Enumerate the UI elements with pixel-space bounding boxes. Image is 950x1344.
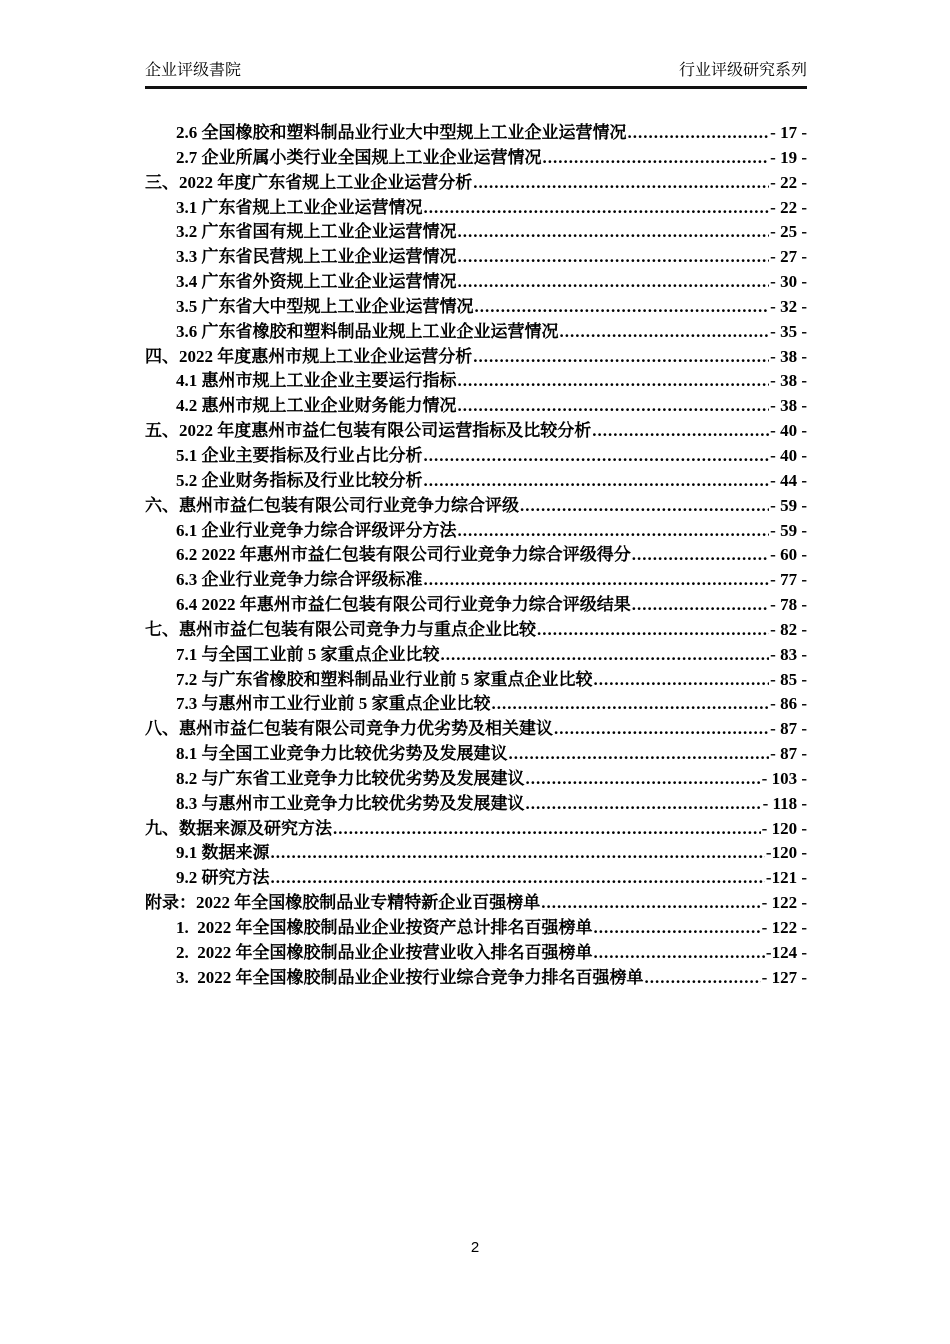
toc-entry-title: 五、2022 年度惠州市益仁包装有限公司运营指标及比较分析 (145, 421, 592, 441)
toc-entry-page-number: - 59 - (770, 520, 807, 540)
toc-dot-leader (424, 568, 770, 593)
toc-entry-page-number: - 27 - (770, 247, 807, 267)
toc-entry-page-number: - 38 - (770, 371, 807, 391)
toc-entry-title: 3.2 广东省国有规上工业企业运营情况 (176, 222, 457, 242)
toc-entry-title: 8.3 与惠州市工业竞争力比较优劣势及发展建议 (176, 793, 525, 813)
toc-entry-title: 2. 2022 年全国橡胶制品业企业按营业收入排名百强榜单 (176, 942, 593, 962)
toc-entry[interactable] (145, 767, 807, 792)
toc-entry-page-number: - 122 - (761, 918, 807, 937)
toc-dot-leader (543, 146, 770, 171)
toc-entry[interactable] (145, 916, 807, 941)
toc-entry-title: 5.1 企业主要指标及行业占比分析 (176, 445, 423, 465)
toc-entry-title: 附录：2022 年全国橡胶制品业专精特新企业百强榜单 (145, 893, 541, 913)
toc-entry[interactable] (145, 742, 807, 767)
table-of-contents (145, 121, 807, 991)
toc-dot-leader (458, 220, 770, 245)
toc-entry-page-number: - 118 - (762, 793, 807, 813)
toc-entry-title: 6.1 企业行业竞争力综合评级评分方法 (176, 520, 457, 540)
toc-dot-leader (441, 643, 770, 668)
toc-entry-page-number: - 85 - (770, 669, 807, 689)
toc-entry-title: 6.2 2022 年惠州市益仁包装有限公司行业竞争力综合评级得分 (176, 545, 631, 565)
toc-entry[interactable] (145, 792, 807, 817)
toc-dot-leader (458, 394, 770, 419)
toc-dot-leader (526, 792, 762, 817)
toc-entry-title: 7.1 与全国工业前 5 家重点企业比较 (176, 644, 440, 664)
toc-entry[interactable] (145, 692, 807, 717)
toc-entry[interactable] (145, 643, 807, 668)
toc-entry-page-number: - 122 - (761, 893, 807, 913)
toc-entry-title: 6.3 企业行业竞争力综合评级标准 (176, 570, 423, 590)
header-left-label: 企业评级書院 (145, 62, 242, 79)
toc-dot-leader (424, 469, 770, 494)
toc-entry-page-number: - 78 - (770, 595, 807, 615)
toc-entry[interactable] (145, 891, 807, 916)
toc-entry-title: 4.2 惠州市规上工业企业财务能力情况 (176, 396, 457, 416)
toc-entry-page-number: - 82 - (770, 619, 807, 639)
toc-dot-leader (645, 966, 761, 991)
header-right-label: 行业评级研究系列 (678, 62, 807, 79)
toc-dot-leader (458, 270, 770, 295)
toc-entry[interactable] (145, 245, 807, 270)
toc-entry[interactable] (145, 519, 807, 544)
toc-entry-page-number: - 60 - (770, 545, 807, 565)
toc-entry[interactable] (145, 345, 807, 370)
toc-dot-leader (628, 121, 770, 146)
toc-entry[interactable] (145, 295, 807, 320)
toc-dot-leader (632, 543, 769, 568)
toc-dot-leader (541, 891, 760, 916)
toc-entry-page-number: - 86 - (770, 694, 807, 714)
toc-entry-title: 6.4 2022 年惠州市益仁包装有限公司行业竞争力综合评级结果 (176, 595, 631, 615)
toc-entry[interactable] (145, 494, 807, 519)
toc-dot-leader (475, 295, 770, 320)
toc-entry-page-number: - 17 - (770, 123, 807, 142)
toc-entry-title: 3.1 广东省规上工业企业运营情况 (176, 197, 423, 217)
toc-entry-title: 3. 2022 年全国橡胶制品业企业按行业综合竞争力排名百强榜单 (176, 967, 644, 987)
toc-entry-title: 七、惠州市益仁包装有限公司竞争力与重点企业比较 (145, 619, 536, 639)
toc-entry-page-number: - 35 - (770, 321, 807, 341)
toc-entry-title: 4.1 惠州市规上工业企业主要运行指标 (176, 371, 457, 391)
toc-entry[interactable] (145, 618, 807, 643)
toc-dot-leader (526, 767, 761, 792)
toc-entry[interactable] (145, 469, 807, 494)
toc-dot-leader (473, 171, 769, 196)
toc-entry-page-number: - 83 - (770, 644, 807, 664)
toc-dot-leader (424, 196, 770, 221)
toc-dot-leader (594, 941, 765, 966)
toc-entry[interactable] (145, 196, 807, 221)
toc-entry-page-number: - 87 - (770, 744, 807, 764)
toc-entry-title: 九、数据来源及研究方法 (145, 818, 332, 838)
toc-dot-leader (458, 369, 770, 394)
toc-entry-title: 2.7 企业所属小类行业全国规上工业企业运营情况 (176, 147, 542, 167)
toc-entry-title: 9.1 数据来源 (176, 843, 270, 863)
toc-dot-leader (632, 593, 769, 618)
toc-entry-page-number: -120 - (765, 843, 807, 863)
toc-dot-leader (560, 320, 770, 345)
toc-entry-page-number: - 40 - (770, 421, 807, 441)
toc-entry[interactable] (145, 543, 807, 568)
toc-entry-page-number: - 38 - (770, 346, 807, 366)
toc-dot-leader (473, 345, 769, 370)
toc-entry-title: 9.2 研究方法 (176, 868, 270, 888)
toc-entry[interactable] (145, 817, 807, 842)
toc-entry-title: 六、惠州市益仁包装有限公司行业竞争力综合评级 (145, 495, 519, 515)
toc-entry[interactable] (145, 394, 807, 419)
page-header (145, 62, 807, 89)
toc-entry-title: 四、2022 年度惠州市规上工业企业运营分析 (145, 346, 473, 366)
toc-entry-page-number: -124 - (765, 942, 807, 962)
toc-entry-title: 3.4 广东省外资规上工业企业运营情况 (176, 272, 457, 292)
toc-entry-title: 5.2 企业财务指标及行业比较分析 (176, 470, 423, 490)
toc-entry-title: 7.2 与广东省橡胶和塑料制品业行业前 5 家重点企业比较 (176, 669, 593, 689)
toc-entry-page-number: - 127 - (761, 967, 807, 987)
toc-dot-leader (333, 817, 761, 842)
toc-entry[interactable] (145, 121, 807, 146)
toc-entry-title: 2.6 全国橡胶和塑料制品业行业大中型规上工业企业运营情况 (176, 123, 627, 142)
toc-dot-leader (458, 519, 770, 544)
toc-entry-page-number: - 30 - (770, 272, 807, 292)
toc-entry[interactable] (145, 593, 807, 618)
toc-entry-page-number: - 22 - (770, 172, 807, 192)
toc-dot-leader (537, 618, 769, 643)
toc-dot-leader (271, 866, 765, 891)
toc-entry-page-number: - 38 - (770, 396, 807, 416)
toc-dot-leader (509, 742, 770, 767)
toc-entry[interactable] (145, 966, 807, 991)
toc-entry-title: 3.5 广东省大中型规上工业企业运营情况 (176, 296, 474, 316)
toc-entry[interactable] (145, 717, 807, 742)
toc-dot-leader (592, 419, 769, 444)
toc-entry[interactable] (145, 444, 807, 469)
toc-entry[interactable] (145, 841, 807, 866)
toc-entry-page-number: - 103 - (761, 768, 807, 788)
toc-dot-leader (554, 717, 769, 742)
toc-entry[interactable] (145, 668, 807, 693)
toc-entry-page-number: - 44 - (770, 470, 807, 490)
toc-entry[interactable] (145, 320, 807, 345)
toc-entry[interactable] (145, 146, 807, 171)
toc-entry-title: 8.1 与全国工业竞争力比较优劣势及发展建议 (176, 744, 508, 764)
toc-entry-title: 8.2 与广东省工业竞争力比较优劣势及发展建议 (176, 768, 525, 788)
toc-entry[interactable] (145, 220, 807, 245)
toc-entry-page-number: - 22 - (770, 197, 807, 217)
toc-entry-page-number: - 32 - (770, 296, 807, 316)
toc-entry-title: 三、2022 年度广东省规上工业企业运营分析 (145, 172, 473, 192)
toc-entry[interactable] (145, 941, 807, 966)
toc-entry-title: 3.6 广东省橡胶和塑料制品业规上工业企业运营情况 (176, 321, 559, 341)
toc-entry-page-number: - 25 - (770, 222, 807, 242)
toc-dot-leader (520, 494, 769, 519)
toc-dot-leader (492, 692, 770, 717)
toc-entry-page-number: -121 - (765, 868, 807, 888)
toc-entry[interactable] (145, 171, 807, 196)
toc-entry[interactable] (145, 419, 807, 444)
toc-dot-leader (594, 916, 761, 941)
toc-dot-leader (271, 841, 765, 866)
toc-dot-leader (458, 245, 770, 270)
toc-dot-leader (424, 444, 770, 469)
toc-entry-page-number: - 87 - (770, 719, 807, 739)
toc-entry[interactable] (145, 866, 807, 891)
toc-entry-title: 1. 2022 年全国橡胶制品业企业按资产总计排名百强榜单 (176, 918, 593, 937)
toc-entry-title: 7.3 与惠州市工业行业前 5 家重点企业比较 (176, 694, 491, 714)
toc-entry-page-number: - 40 - (770, 445, 807, 465)
page-footer (0, 1236, 950, 1260)
toc-entry-page-number: - 120 - (761, 818, 807, 838)
toc-entry-title: 3.3 广东省民营规上工业企业运营情况 (176, 247, 457, 267)
toc-entry-page-number: - 19 - (770, 147, 807, 167)
toc-entry[interactable] (145, 568, 807, 593)
toc-entry[interactable] (145, 369, 807, 394)
toc-dot-leader (594, 668, 770, 693)
toc-entry-title: 八、惠州市益仁包装有限公司竞争力优劣势及相关建议 (145, 719, 553, 739)
toc-entry-page-number: - 77 - (770, 570, 807, 590)
page-number: 2 (470, 1239, 480, 1256)
toc-entry[interactable] (145, 270, 807, 295)
toc-entry-page-number: - 59 - (770, 495, 807, 515)
